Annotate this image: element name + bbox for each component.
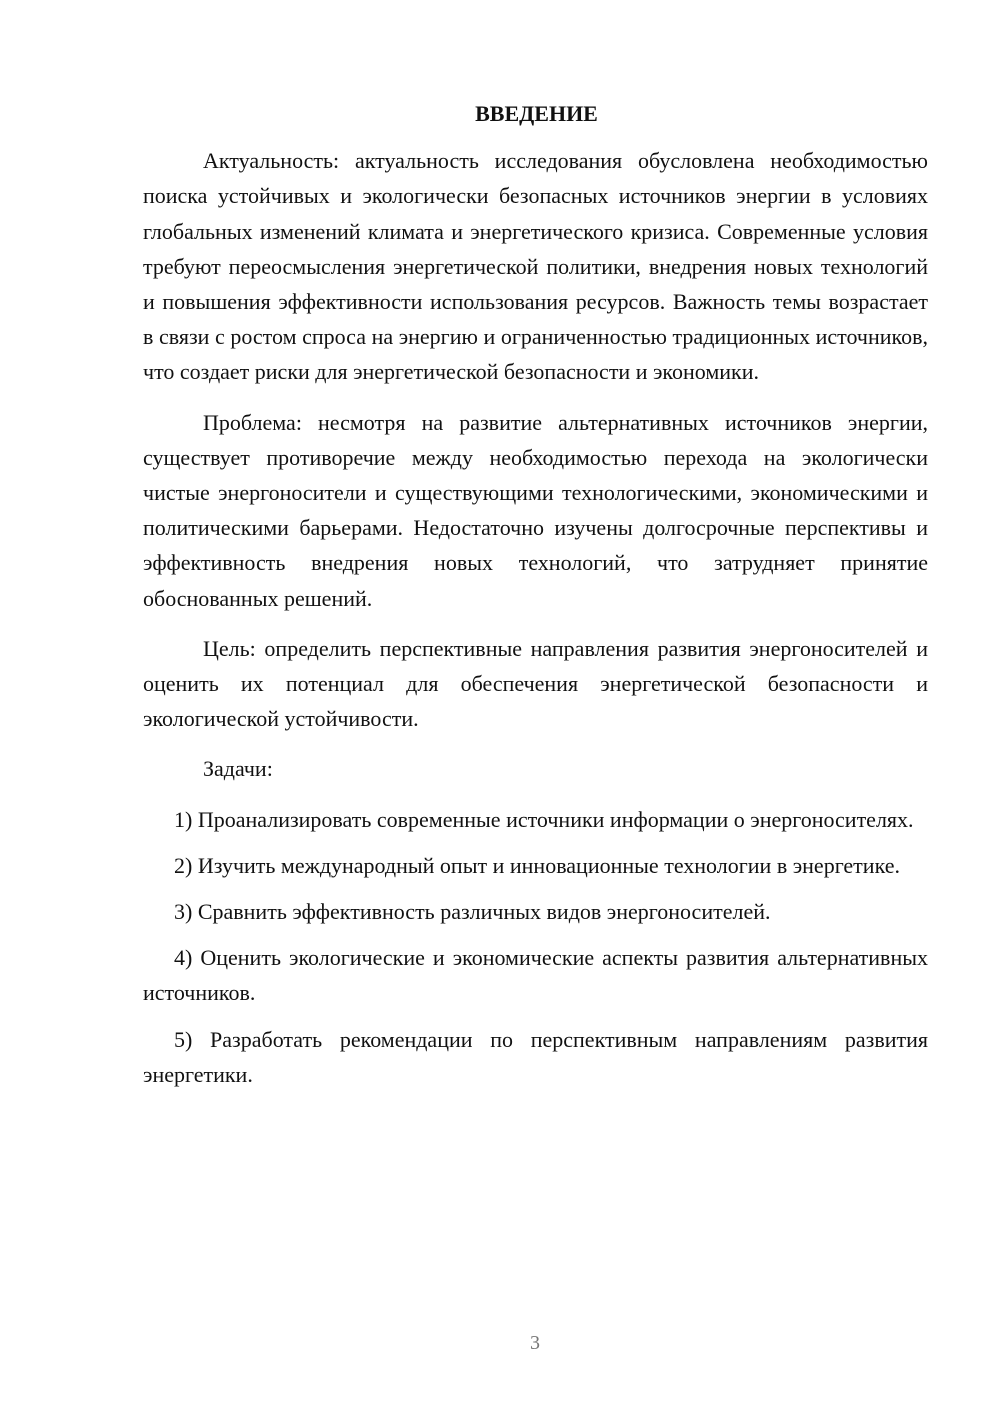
paragraph-problem: Проблема: несмотря на развитие альтернативных источников энергии, существует противоречие между необходимостью перехода на экологически чистые энергоносители и существующими технологическими, экономическими и политическими барьерами. Недостаточно изучены долгосрочные перспективы и эффективность внедрения новых технологий, что затрудняет принятие обоснованных решений.: [143, 409, 928, 611]
document-body: [143, 96, 928, 1103]
task-item: 1) Проанализировать современные источники информации о энергоносителях.: [174, 806, 914, 832]
task-item: 2) Изучить международный опыт и инновационные технологии в энергетике.: [174, 852, 900, 878]
task-item: 5) Разработать рекомендации по перспективным направлениям развития энергетики.: [143, 1026, 928, 1087]
task-item: 3) Сравнить эффективность различных видов энергоносителей.: [174, 899, 771, 925]
tasks-heading: Задачи:: [203, 756, 273, 782]
section-title: ВВЕДЕНИЕ: [475, 101, 598, 126]
paragraph-goal: Цель: определить перспективные направления развития энергоносителей и оценить их потенциал для обеспечения энергетической безопасности и экологической устойчивости.: [143, 635, 928, 732]
page-number: 3: [530, 1332, 540, 1354]
task-item: 4) Оценить экологические и экономические аспекты развития альтернативных источников.: [143, 945, 928, 1006]
paragraph-relevance: Актуальность: актуальность исследования обусловлена необходимостью поиска устойчивых и экологически безопасных источников энергии в условиях глобальных изменений климата и энергетического кризиса. Современные условия требуют переосмысления энергетической политики, внедрения новых технологий и повышения эффективности использования ресурсов. Важность темы возрастает в связи с ростом спроса на энергию и ограниченностью традиционных источников, что создает риски для энергетической безопасности и экономики.: [143, 148, 928, 385]
